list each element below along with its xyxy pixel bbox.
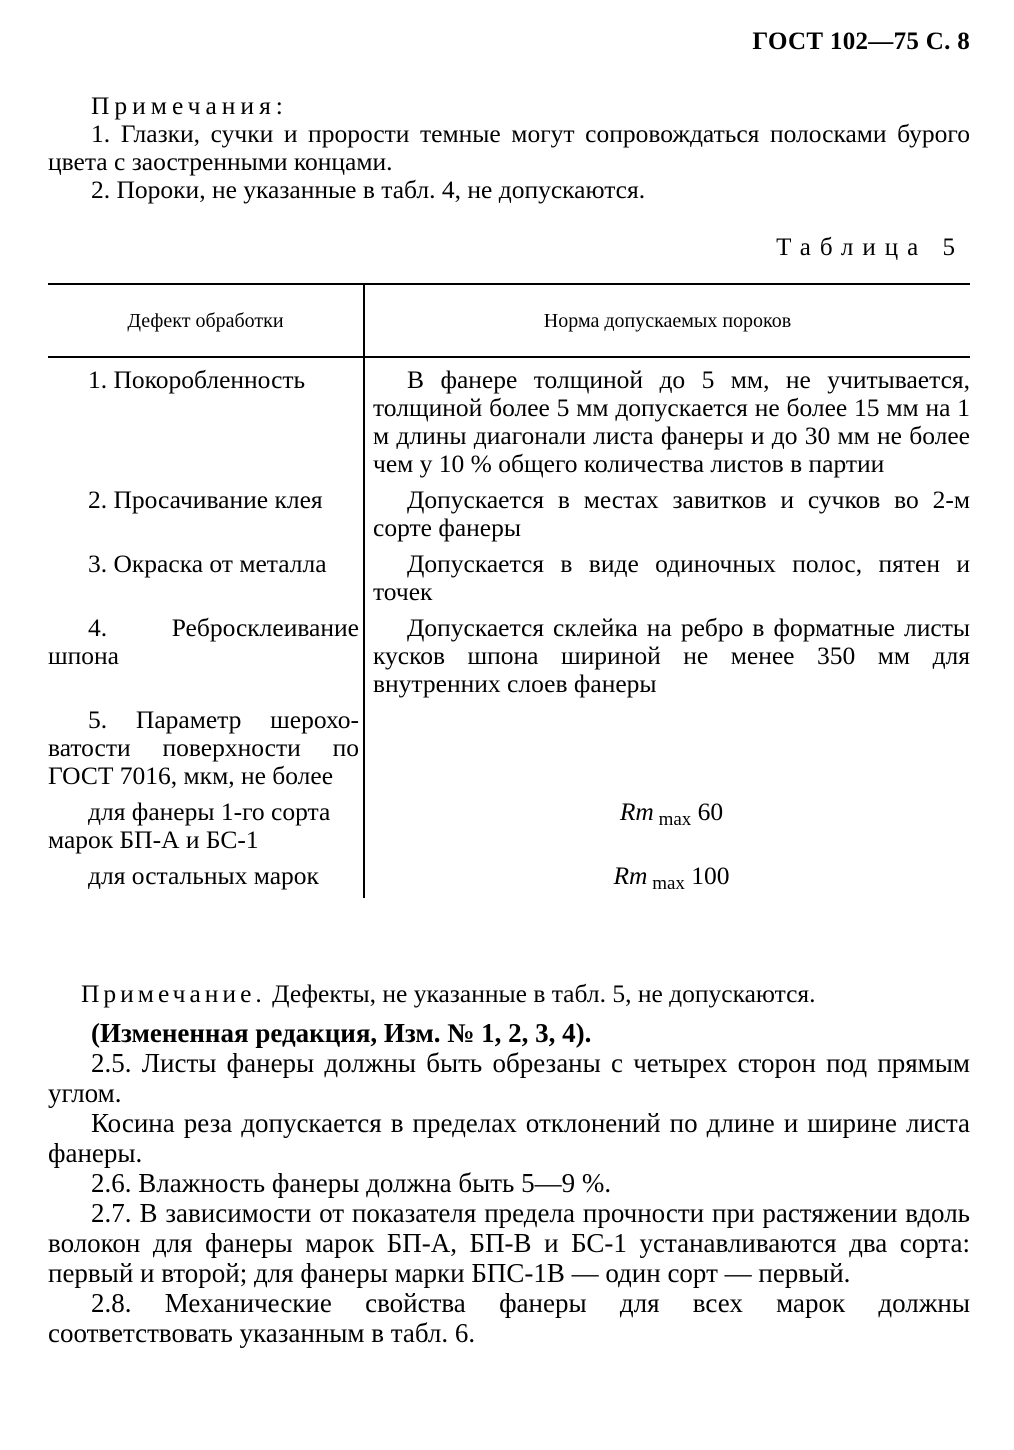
table-row bbox=[48, 698, 970, 790]
defect-cell: 2. Просачивание клея bbox=[48, 478, 365, 542]
norm-cell: Допускается в виде одиночных полос, пятен и точек bbox=[373, 549, 970, 606]
paragraph: 2.7. В зависимости от показателя предела прочности при растяжении вдоль волокон для фанеры марок БП-А, БП-В и БС-1 устанавливаются два сорта: первый и второй; для фанеры марки БПС-1В — один сорт — первый. bbox=[48, 1198, 970, 1288]
table-header-row bbox=[48, 285, 970, 358]
defect-cell: 1. Покоробленность bbox=[48, 358, 365, 478]
notes-title: Примечания: bbox=[91, 91, 288, 120]
table-row bbox=[48, 790, 970, 854]
norm-cell: Допускается склейка на ребро в форматные листы кусков шпона шириной не менее 350 мм для внутренних слоев фанеры bbox=[373, 613, 970, 698]
amendment-note: (Измененная редакция, Изм. № 1, 2, 3, 4). bbox=[91, 1018, 592, 1048]
norm-value: 60 bbox=[697, 797, 724, 826]
norm-cell: Допускается в местах завитков и сучков во 2-м сорте фанеры bbox=[373, 485, 970, 542]
norm-symbol: Rm bbox=[613, 861, 648, 890]
paragraph: Косина реза допускается в пределах отклонений по длине и ширине листа фанеры. bbox=[48, 1108, 970, 1168]
norm-cell: В фанере толщиной до 5 мм, не учитывается, толщиной более 5 мм допускается не более 15 мм на 1 м длины диагонали листа фанеры и до 30 мм не более чем у 10 % общего количества листов в партии bbox=[373, 365, 970, 478]
body-text bbox=[48, 980, 970, 1348]
note-item: 2. Пороки, не указанные в табл. 4, не допускаются. bbox=[91, 175, 646, 204]
table-title: Таблица 5 bbox=[776, 234, 964, 261]
norm-cell bbox=[365, 854, 970, 898]
defect-cell: 4. Ребросклеивание шпона bbox=[48, 606, 365, 698]
norm-subscript-text: max bbox=[652, 873, 685, 894]
paragraph: 2.8. Механические свойства фанеры для всех марок должны соответствовать указанным в табл. 6. bbox=[48, 1288, 970, 1348]
norm-cell bbox=[365, 698, 970, 790]
table-row bbox=[48, 478, 970, 542]
paragraph: 2.6. Влажность фанеры должна быть 5—9 %. bbox=[91, 1168, 612, 1198]
norm-subscript bbox=[647, 873, 684, 894]
norm-subscript bbox=[654, 809, 691, 830]
page-header: ГОСТ 102—75 С. 8 bbox=[752, 28, 970, 55]
norm-value: 100 bbox=[691, 861, 730, 890]
table-row bbox=[48, 358, 970, 478]
table-note bbox=[48, 980, 970, 1008]
table-row bbox=[48, 542, 970, 606]
paragraph: 2.5. Листы фанеры должны быть обрезаны с четырех сторон под прямым углом. bbox=[48, 1048, 970, 1108]
defect-cell: 3. Окраска от металла bbox=[48, 542, 365, 606]
note-item: 1. Глазки, сучки и прорости темные могут сопровождаться полосками бурого цвета с заостренными концами. bbox=[48, 119, 970, 176]
table-note-text: Дефекты, не указанные в табл. 5, не допускаются. bbox=[265, 979, 816, 1008]
table-body bbox=[48, 358, 970, 898]
notes-block bbox=[48, 92, 970, 204]
table-note-label: Примечание. bbox=[81, 979, 266, 1008]
table-row bbox=[48, 854, 970, 898]
table-header-defect: Дефект обработки bbox=[48, 285, 365, 356]
norm-symbol: Rm bbox=[619, 797, 654, 826]
norm-cell bbox=[365, 790, 970, 854]
norm-subscript-text: max bbox=[658, 809, 692, 830]
defects-table bbox=[48, 283, 970, 898]
defect-cell: для фанеры 1-го сорта марок БП-А и БС-1 bbox=[48, 790, 365, 854]
table-row bbox=[48, 606, 970, 698]
defect-cell: для остальных марок bbox=[48, 854, 365, 898]
defect-cell: 5. Параметр шероховатости поверхности по ГОСТ 7016, мкм, не более bbox=[48, 698, 365, 790]
table-header-norm: Норма допускаемых пороков bbox=[543, 309, 792, 332]
